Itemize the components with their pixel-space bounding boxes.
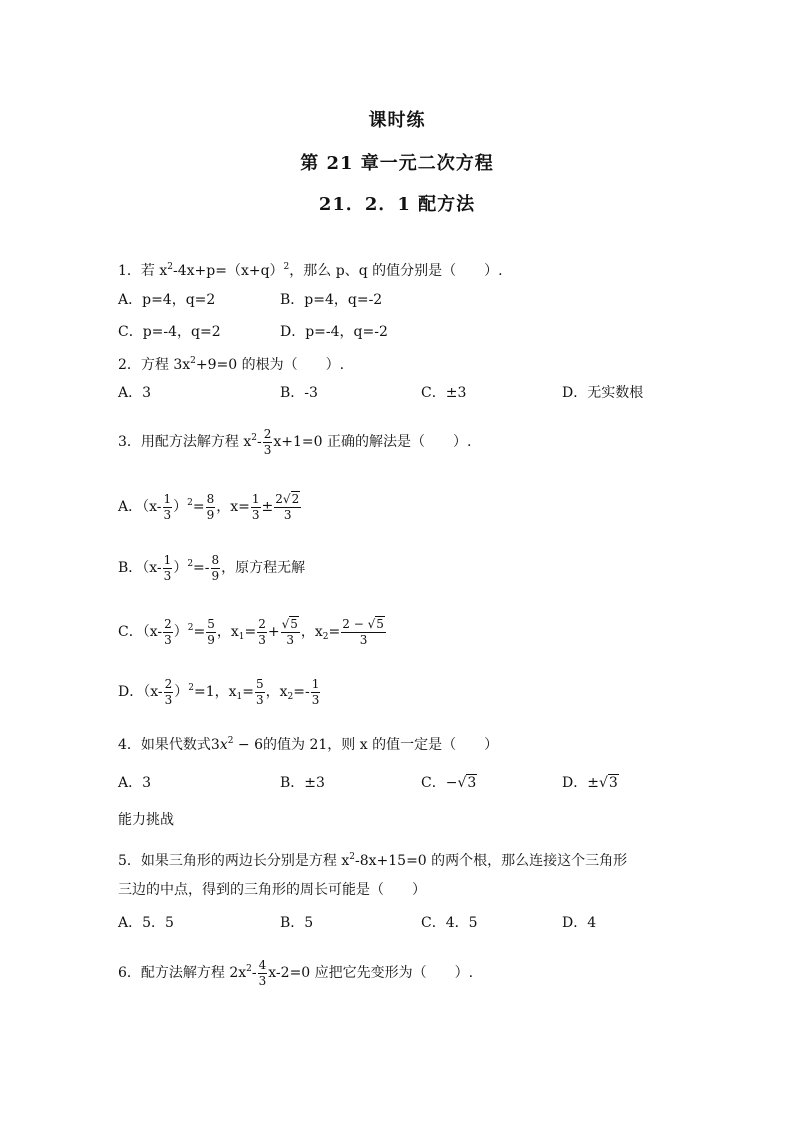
q3d-f2-den: 3	[256, 692, 264, 707]
q3-sup: 2	[251, 433, 257, 443]
doc-title: 课时练	[368, 110, 426, 131]
q4-expr-sup: 2	[227, 736, 234, 746]
q6-fraction	[258, 958, 268, 989]
q6-minus: -	[251, 965, 257, 981]
q3a-close: ）	[173, 499, 188, 515]
q3a-f3-num: 1	[251, 491, 260, 506]
q3c-plus: +	[267, 624, 280, 640]
q1-option-c: C．p=-4，q=2	[118, 324, 221, 340]
section-title: 21．2．1 配方法	[318, 194, 476, 215]
q3b-f1-num: 1	[163, 552, 172, 567]
q3b-f2-den: 9	[211, 568, 220, 583]
q3a-f1-den: 3	[163, 507, 172, 522]
q3b-frac1	[163, 553, 173, 584]
question-3	[118, 420, 471, 460]
q3c-x2-eq: =	[328, 624, 341, 640]
q3c-f4-num	[281, 617, 300, 633]
q3c-frac2	[206, 617, 216, 648]
q4-expr-rest: − 6	[233, 737, 264, 753]
q3b-eq: =-	[193, 560, 210, 576]
q3a-frac3	[251, 492, 261, 523]
q3-text-suffix: x+1=0 正确的解法是（ ）.	[273, 434, 472, 450]
q3d-f3-den: 3	[311, 692, 320, 707]
sqrt-symbol-icon: √5	[281, 616, 298, 631]
q3c-f5-radicand: 5	[376, 616, 384, 631]
q3-frac-num: 2	[263, 426, 272, 441]
q3a-frac1	[163, 492, 173, 523]
q3d-x2-eq: =-	[293, 684, 310, 700]
q2-text-prefix: 2．方程 3x	[118, 357, 191, 373]
q3c-x2-sub: 2	[322, 632, 329, 642]
q6-text-suffix: x-2=0 应把它先变形为（ ）.	[268, 965, 474, 981]
q3b-tail: ，原方程无解	[221, 560, 306, 576]
question-5-line-2: 三边的中点，得到的三角形的周长可能是（ ）	[118, 882, 426, 898]
q4-expr-var: x	[219, 737, 228, 753]
q3a-f4-den: 3	[283, 507, 292, 522]
q3-fraction	[263, 427, 273, 458]
q4-text-prefix: 4．如果代数式	[118, 737, 211, 753]
q3c-x1-sub: 1	[238, 632, 245, 642]
q3a-label: A．（x-	[118, 499, 162, 515]
q4c-radicand: 3	[467, 775, 477, 791]
q3c-sq: 2	[187, 623, 194, 633]
question-1	[118, 257, 503, 281]
chapter-title: 第 21 章一元二次方程	[300, 153, 494, 174]
q5-option-d: D．4	[562, 915, 597, 931]
q3a-f2-num: 8	[206, 491, 215, 506]
q4-option-b: B．±3	[280, 775, 325, 791]
q3c-eq: =	[193, 624, 206, 640]
q2-option-b: B．-3	[280, 385, 318, 401]
q3c-x1-eq: =	[244, 624, 257, 640]
q3c-x1: ，x	[216, 624, 239, 640]
q3d-x2-sub: 2	[287, 692, 294, 702]
q3a-eq: =	[192, 499, 205, 515]
q1-text-suffix: ，那么 p、q 的值分别是（ ）.	[289, 263, 503, 279]
q3-minus: -	[257, 434, 262, 450]
q3c-frac4	[281, 617, 300, 648]
question-5-line-1	[118, 847, 627, 871]
q3-option-c	[118, 610, 387, 655]
q3d-x1-eq: =	[242, 684, 254, 700]
q3c-f2-num: 5	[207, 616, 215, 631]
q3b-f1-den: 3	[163, 568, 172, 583]
q2-option-c: C．±3	[421, 385, 467, 401]
q5-sup: 2	[349, 852, 355, 862]
q3c-f5-pre: 2 −	[342, 616, 368, 631]
q2-option-d: D．无实数根	[562, 385, 644, 401]
q3c-f1-den: 3	[164, 632, 172, 647]
q1-text-mid: -4x+p=（x+q）	[173, 263, 284, 279]
question-4	[118, 731, 498, 755]
q4d-sign: ±	[587, 775, 599, 791]
q3a-f1-num: 1	[163, 491, 172, 506]
q3d-frac3	[311, 677, 321, 708]
q3a-f2-den: 9	[206, 507, 215, 522]
q3b-label: B．（x-	[118, 560, 162, 576]
q3d-eq: =1，x	[193, 684, 237, 700]
q3d-frac2	[255, 677, 265, 708]
q3c-f5-den: 3	[359, 632, 368, 647]
q3c-f3-den: 3	[258, 632, 266, 647]
q2-text-suffix: +9=0 的根为（ ）.	[195, 357, 345, 373]
q3a-sol: ，x=	[216, 499, 250, 515]
q4d-radicand: 3	[608, 775, 618, 791]
q4-text-suffix: 的值为 21，则 x 的值一定是（ ）	[263, 737, 499, 753]
q3c-f2-den: 9	[207, 632, 215, 647]
q3a-f4-num	[274, 492, 301, 508]
sqrt-symbol-icon: √2	[282, 491, 300, 506]
q3c-f4-den: 3	[286, 632, 295, 647]
q3d-label: D．（x-	[118, 684, 163, 700]
q6-text-prefix: 6．配方法解方程 2x	[118, 965, 247, 981]
q3c-label: C．（x-	[118, 624, 163, 640]
q3-option-a	[118, 485, 302, 525]
q3d-f2-num: 5	[256, 676, 264, 691]
q3c-f4-radicand: 5	[290, 616, 298, 631]
q5-option-c: C．4．5	[421, 915, 478, 931]
q4-option-c	[421, 773, 477, 793]
q3b-f2-num: 8	[211, 552, 220, 567]
q3d-x1-sub: 1	[236, 692, 243, 702]
q3d-close: ）	[174, 684, 189, 700]
q4-option-a: A．3	[118, 775, 152, 791]
q4c-sign: −	[445, 775, 458, 791]
q3a-pm: ±	[261, 499, 274, 515]
q3-text-prefix: 3．用配方法解方程 x	[118, 434, 252, 450]
q3d-sq: 2	[188, 683, 194, 693]
q1-option-d: D．p=-4，q=-2	[280, 324, 388, 340]
q5-option-b: B．5	[280, 915, 314, 931]
q3b-sq: 2	[187, 559, 194, 569]
q2-sup: 2	[190, 356, 196, 366]
q4-expr-coef: 3	[210, 737, 220, 753]
q3c-x2: ，x	[300, 624, 323, 640]
q3-option-b	[118, 546, 305, 586]
q6-frac-num: 4	[258, 957, 267, 972]
q3a-sq: 2	[187, 498, 193, 508]
q1-option-b: B．p=4，q=-2	[280, 292, 383, 308]
q4-option-d	[562, 773, 619, 793]
q3a-frac2	[206, 492, 216, 523]
sqrt-symbol-icon: √5	[367, 616, 384, 631]
q5-option-a: A．5．5	[118, 915, 174, 931]
q5-text-prefix: 5．如果三角形的两边长分别是方程 x	[118, 853, 350, 869]
q1-sup2: 2	[283, 262, 290, 272]
q3c-f5-num	[341, 617, 386, 633]
q1-sup: 2	[167, 262, 173, 272]
question-6	[118, 951, 473, 991]
q1-text-prefix: 1．若 x	[118, 263, 168, 279]
q6-sup: 2	[246, 964, 252, 974]
q1-option-a: A．p=4，q=2	[118, 292, 216, 308]
q3d-x2: ，x	[265, 684, 288, 700]
question-2	[118, 351, 344, 375]
q3d-f1-num: 2	[164, 676, 173, 691]
q3a-frac4	[274, 492, 301, 523]
q3a-f3-den: 3	[251, 507, 260, 522]
q6-frac-den: 3	[258, 973, 267, 988]
q3-frac-den: 3	[263, 442, 272, 457]
q5-text-suffix: -8x+15=0 的两个根，那么连接这个三角形	[355, 853, 628, 869]
q3d-f3-num: 1	[311, 676, 320, 691]
sqrt-symbol-icon: √3	[457, 775, 477, 791]
q3c-frac5	[341, 617, 386, 648]
q3c-frac3	[257, 617, 267, 648]
sqrt-symbol-icon: √3	[598, 775, 618, 791]
q3c-close: ）	[173, 624, 188, 640]
q3b-close: ）	[173, 560, 188, 576]
q3c-f1-num: 2	[164, 616, 172, 631]
q4c-label: C．	[421, 775, 446, 791]
q3d-frac1	[164, 677, 174, 708]
q4d-label: D．	[562, 775, 588, 791]
q3c-frac1	[163, 617, 173, 648]
q2-option-a: A．3	[118, 385, 152, 401]
q3b-frac2	[211, 553, 221, 584]
q3c-f3-num: 2	[258, 616, 266, 631]
q3a-f4-radicand: 2	[291, 491, 300, 506]
q4-expression	[211, 737, 263, 753]
section-ability-heading: 能力挑战	[118, 812, 174, 828]
q3a-f4-coef: 2	[275, 491, 283, 506]
q3d-f1-den: 3	[164, 692, 173, 707]
q3-option-d	[118, 670, 321, 715]
